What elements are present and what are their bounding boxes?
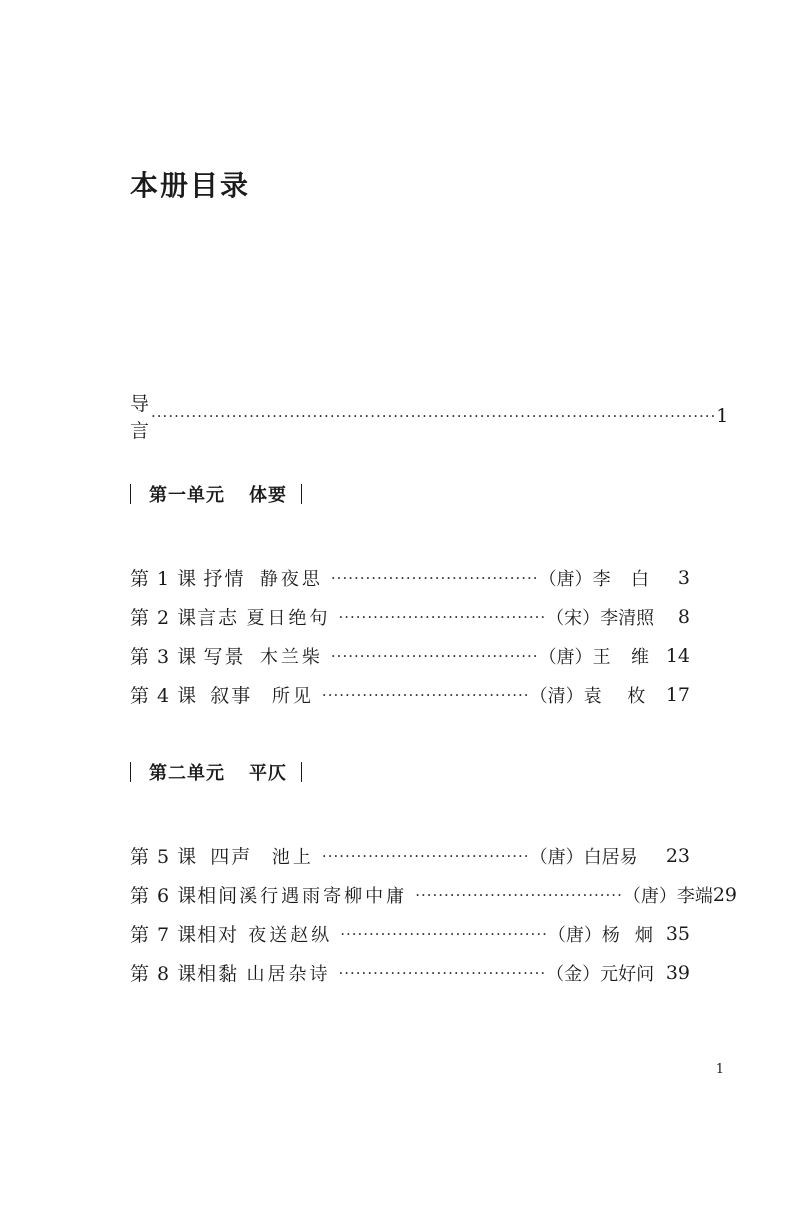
page-number: 23 <box>665 844 691 867</box>
author-char: 白 <box>630 568 649 590</box>
leader-dots: ···································· <box>330 568 539 587</box>
lesson-topic: 抒情 <box>203 568 246 590</box>
poem-title: 所见 <box>271 685 314 707</box>
poem-title: 静夜思 <box>259 568 323 590</box>
lesson-number: 第 2 课 <box>130 607 198 629</box>
dynasty: （宋） <box>546 607 601 629</box>
lesson-number: 第 6 课 <box>130 885 198 907</box>
poem-title: 山居杂诗 <box>246 963 331 985</box>
unit-bar-right <box>301 484 302 504</box>
poem-title: 溪行遇雨寄柳中庸 <box>239 885 408 907</box>
table-of-contents <box>130 393 738 992</box>
dynasty: （唐） <box>547 924 602 946</box>
toc-entry-lesson[interactable] <box>130 636 690 675</box>
unit-bar-right <box>301 762 302 782</box>
poem-title: 池上 <box>271 846 314 868</box>
toc-entry-intro[interactable] <box>130 393 729 442</box>
author <box>584 843 646 869</box>
leader-dots: ·································································································· <box>151 407 717 425</box>
lesson-number: 第 7 课 <box>130 924 198 946</box>
page-number: 17 <box>665 683 691 706</box>
dynasty: （唐） <box>622 885 677 907</box>
lesson-number: 第 3 课 <box>130 646 198 668</box>
unit-name: 第一单元 <box>149 485 225 506</box>
author <box>602 921 653 947</box>
author-char: 白居易 <box>583 846 638 868</box>
lesson-number: 第 4 课 <box>130 685 198 707</box>
author <box>584 682 646 708</box>
lesson-topic: 相间 <box>197 885 240 907</box>
author <box>677 882 713 908</box>
author <box>600 960 654 986</box>
toc-entry-lesson[interactable] <box>130 953 690 992</box>
lesson-topic: 相对 <box>197 924 240 946</box>
page-number: 14 <box>665 644 690 667</box>
leader-dots: ···································· <box>338 963 547 982</box>
toc-entry-lesson[interactable] <box>130 558 690 597</box>
page-number: 8 <box>677 605 690 628</box>
dynasty: （唐） <box>538 646 593 668</box>
author-char: 李 <box>592 568 611 590</box>
dynasty: （唐） <box>529 846 584 868</box>
page-number: 3 <box>677 566 690 589</box>
dynasty: （清） <box>529 685 584 707</box>
lesson-number: 第 1 课 <box>130 568 198 590</box>
page-number: 39 <box>665 961 690 984</box>
author-char: 端 <box>694 885 713 907</box>
page-number: 29 <box>712 883 738 906</box>
author-char: 枚 <box>627 685 646 707</box>
unit-bar-left <box>130 484 131 504</box>
author <box>600 604 654 630</box>
page-title: 本册目录 <box>130 169 251 202</box>
unit-header <box>130 474 690 514</box>
leader-dots: ···································· <box>338 607 547 626</box>
intro-page-number: 1 <box>716 405 729 427</box>
lesson-topic: 叙事 <box>210 685 253 707</box>
author-char: 王 <box>592 646 611 668</box>
poem-title: 木兰柴 <box>259 646 323 668</box>
toc-entry-lesson[interactable] <box>130 875 738 914</box>
lesson-topic: 四声 <box>210 846 253 868</box>
leader-dots: ···································· <box>415 885 623 904</box>
lesson-topic: 写景 <box>203 646 246 668</box>
lesson-number: 第 5 课 <box>130 846 198 868</box>
lesson-list <box>130 558 690 714</box>
poem-title: 夏日绝句 <box>246 607 331 629</box>
leader-dots: ···································· <box>321 846 530 865</box>
unit-header <box>130 752 690 792</box>
leader-dots: ···································· <box>330 646 539 665</box>
unit-name: 第二单元 <box>149 763 225 784</box>
toc-entry-lesson[interactable] <box>130 675 690 714</box>
author-char: 李清照 <box>600 607 655 629</box>
poem-title: 夜送赵纵 <box>248 924 333 946</box>
author-char: 炯 <box>634 924 653 946</box>
dynasty: （金） <box>546 963 601 985</box>
lesson-topic: 相黏 <box>197 963 240 985</box>
toc-entry-lesson[interactable] <box>130 597 690 636</box>
toc-entry-lesson[interactable] <box>130 914 690 953</box>
author-char: 元好问 <box>600 963 655 985</box>
author <box>593 643 649 669</box>
dynasty: （唐） <box>538 568 593 590</box>
author <box>593 565 649 591</box>
lesson-number: 第 8 课 <box>130 963 198 985</box>
unit-theme: 体要 <box>249 485 287 506</box>
folio: 1 <box>715 1062 724 1077</box>
author-char: 袁 <box>583 685 602 707</box>
lesson-list <box>130 836 738 992</box>
author-char: 维 <box>630 646 649 668</box>
leader-dots: ···································· <box>340 924 548 943</box>
intro-label: 导言 <box>130 393 152 442</box>
unit-theme: 平仄 <box>249 763 287 784</box>
lesson-topic: 言志 <box>197 607 240 629</box>
page-number: 35 <box>665 922 690 945</box>
leader-dots: ···································· <box>321 685 530 704</box>
unit-bar-left <box>130 762 131 782</box>
toc-entry-lesson[interactable] <box>130 836 690 875</box>
author-char: 杨 <box>601 924 620 946</box>
author-char: 李 <box>676 885 695 907</box>
